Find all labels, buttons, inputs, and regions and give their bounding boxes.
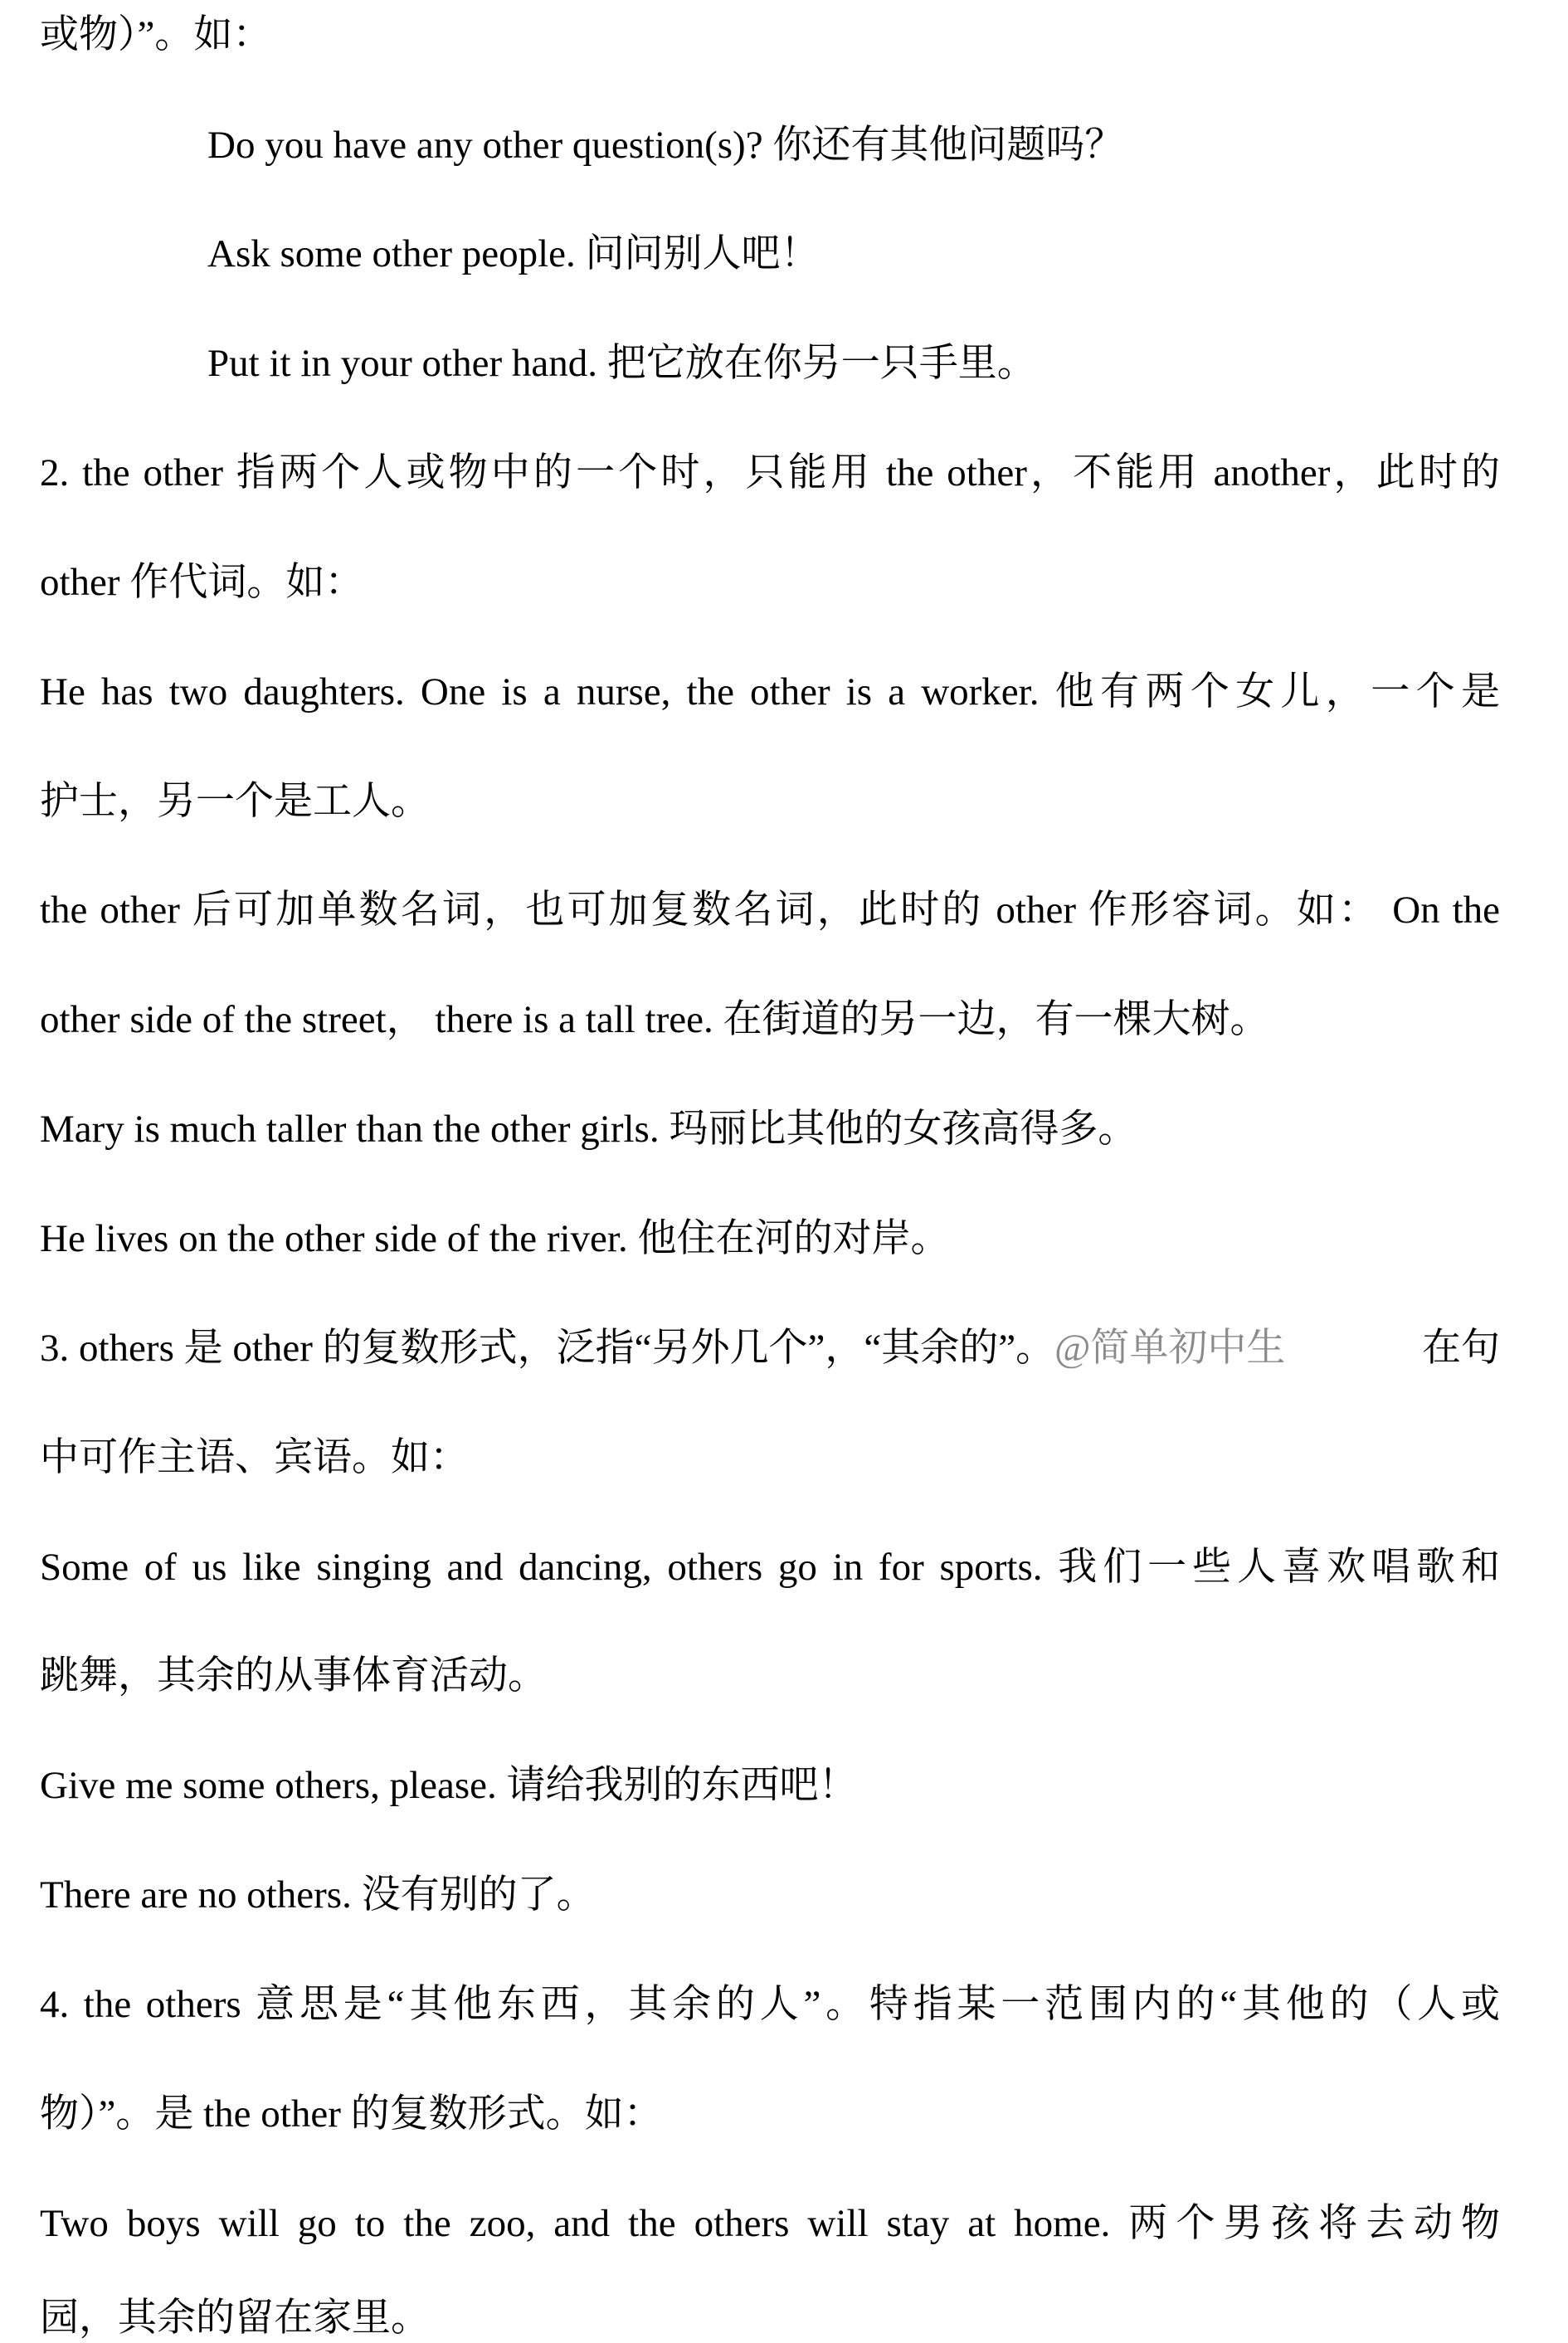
text-line: 物）”。是 the other 的复数形式。如： bbox=[40, 2092, 663, 2136]
text-line: 园，其余的留在家里。 bbox=[40, 2297, 430, 2340]
text-line: other 作代词。如： bbox=[40, 561, 364, 604]
section-3-text-end: 在句 bbox=[1422, 1327, 1500, 1370]
section-4-heading: 4. the others 意思是“其他东西，其余的人”。特指某一范围内的“其他的（人或 bbox=[40, 1983, 1500, 2026]
example-line: Mary is much taller than the other girls. 玛丽比其他的女孩高得多。 bbox=[40, 1108, 1137, 1151]
section-3-heading bbox=[40, 1323, 1500, 1373]
section-3-text: 3. others 是 other 的复数形式，泛指“另外几个”，“其余的”。 bbox=[40, 1327, 1055, 1370]
example-line: Ask some other people. 问问别人吧！ bbox=[207, 232, 820, 275]
example-line: Put it in your other hand. 把它放在你另一只手里。 bbox=[207, 342, 1036, 385]
text-line: the other 后可加单数名词，也可加复数名词，此时的 other 作形容词。如： On the bbox=[40, 889, 1500, 932]
text-line: 跳舞，其余的从事体育活动。 bbox=[40, 1654, 547, 1698]
text-line: 或物）”。如： bbox=[40, 13, 272, 56]
example-line: He has two daughters. One is a nurse, the other is a worker. 他有两个女儿，一个是 bbox=[40, 670, 1500, 714]
text-line: 护士，另一个是工人。 bbox=[40, 780, 430, 823]
example-line: Do you have any other question(s)? 你还有其他问题吗？ bbox=[207, 124, 1124, 167]
example-line: Give me some others, please. 请给我别的东西吧！ bbox=[40, 1764, 858, 1807]
example-line: He lives on the other side of the river. 他住在河的对岸。 bbox=[40, 1217, 950, 1260]
example-line: Two boys will go to the zoo, and the others will stay at home. 两个男孩将去动物 bbox=[40, 2202, 1500, 2245]
example-line: Some of us like singing and dancing, others go in for sports. 我们一些人喜欢唱歌和 bbox=[40, 1546, 1500, 1589]
text-line: 中可作主语、宾语。如： bbox=[40, 1436, 469, 1479]
example-line: There are no others. 没有别的了。 bbox=[40, 1873, 596, 1917]
example-line: other side of the street， there is a tall tree. 在街道的另一边，有一棵大树。 bbox=[40, 998, 1269, 1041]
section-2-heading: 2. the other 指两个人或物中的一个时，只能用 the other，不能用 another，此时的 bbox=[40, 451, 1500, 494]
watermark-text: @简单初中生 bbox=[1054, 1327, 1286, 1370]
